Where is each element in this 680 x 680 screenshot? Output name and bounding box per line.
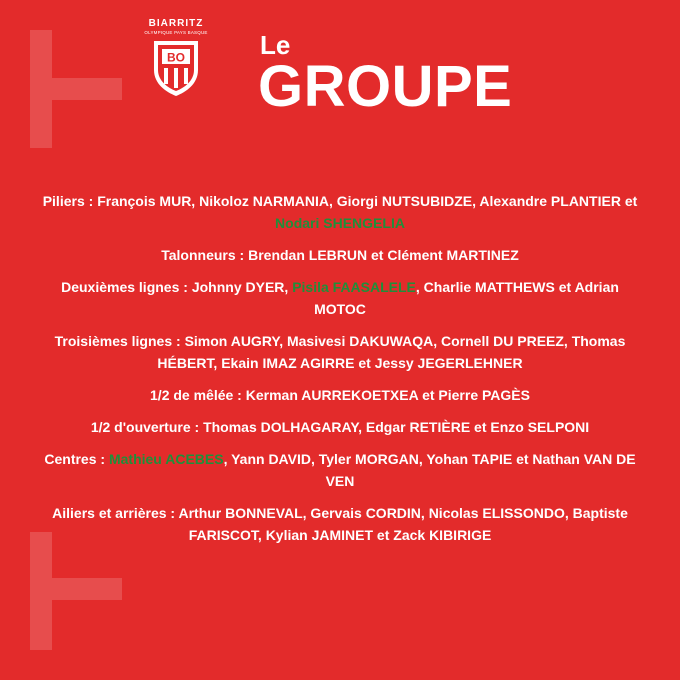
new-player-highlight: Mathieu ACEBES [108,451,224,467]
group-label: Ailiers et arrières [52,505,167,521]
new-player-highlight: Pisila FAASALELE [292,279,416,295]
decorative-shape-top-horizontal [52,78,122,100]
group-separator: : [84,193,98,209]
club-tagline: OLYMPIQUE PAYS BASQUE [144,30,208,35]
roster-list [40,190,640,556]
roster-group-demi-de-melee [40,384,640,406]
group-separator: : [235,247,249,263]
roster-group-piliers [40,190,640,234]
group-separator: : [172,333,185,349]
group-label: Talonneurs [161,247,236,263]
group-players: Kerman AURREKOETXEA et Pierre PAGÈS [245,387,530,403]
crest-monogram: BO [167,50,185,65]
roster-group-troisiemes-lignes [40,330,640,374]
new-player-highlight: Nodari SHENGELIA [275,215,405,231]
group-players: Brendan LEBRUN et Clément MARTINEZ [248,247,519,263]
group-separator: : [166,505,179,521]
club-name: BIARRITZ [148,18,204,29]
roster-group-deuxiemes-lignes [40,276,640,320]
group-separator: : [190,419,204,435]
group-players: Thomas DOLHAGARAY, Edgar RETIÈRE et Enzo SELPONI [203,419,590,435]
group-players: Simon AUGRY, Masivesi DAKUWAQA, Cornell DU PREEZ, Thomas HÉBERT, Ekain IMAZ AGIRRE et Jessy JEGERLEHNER [157,333,626,371]
group-label: 1/2 d'ouverture [90,419,191,435]
roster-group-talonneurs [40,244,640,266]
roster-group-demi-d-ouverture [40,416,640,438]
shield-crest-icon [150,38,202,98]
roster-group-centres [40,448,640,492]
group-label: Piliers [42,193,85,209]
group-label: 1/2 de mêlée [150,387,234,403]
decorative-shape-bottom-horizontal [52,578,122,600]
roster-group-ailiers-et-arrieres [40,502,640,546]
group-label: Centres [44,451,97,467]
group-players: Arthur BONNEVAL, Gervais CORDIN, Nicolas ELISSONDO, Baptiste FARISCOT, Kylian JAMINET et Zack KIBIRIGE [178,505,628,543]
group-players: François MUR, Nikoloz NARMANIA, Giorgi NUTSUBIDZE, Alexandre PLANTIER et [97,193,638,209]
group-separator: : [96,451,109,467]
group-label: Deuxièmes lignes [61,279,180,295]
decorative-shape-top-vertical [30,30,52,148]
group-players-rest: , Charlie MATTHEWS et Adrian MOTOC [314,279,619,317]
group-players-rest: , Yann DAVID, Tyler MORGAN, Yohan TAPIE et Nathan VAN DE VEN [223,451,636,489]
club-logo [140,18,212,98]
group-label: Troisièmes lignes [54,333,173,349]
group-players: Johnny DYER, [191,279,293,295]
title-prefix: Le [260,30,291,60]
group-separator: : [179,279,192,295]
page-title: GROUPE [258,54,513,119]
group-separator: : [233,387,246,403]
